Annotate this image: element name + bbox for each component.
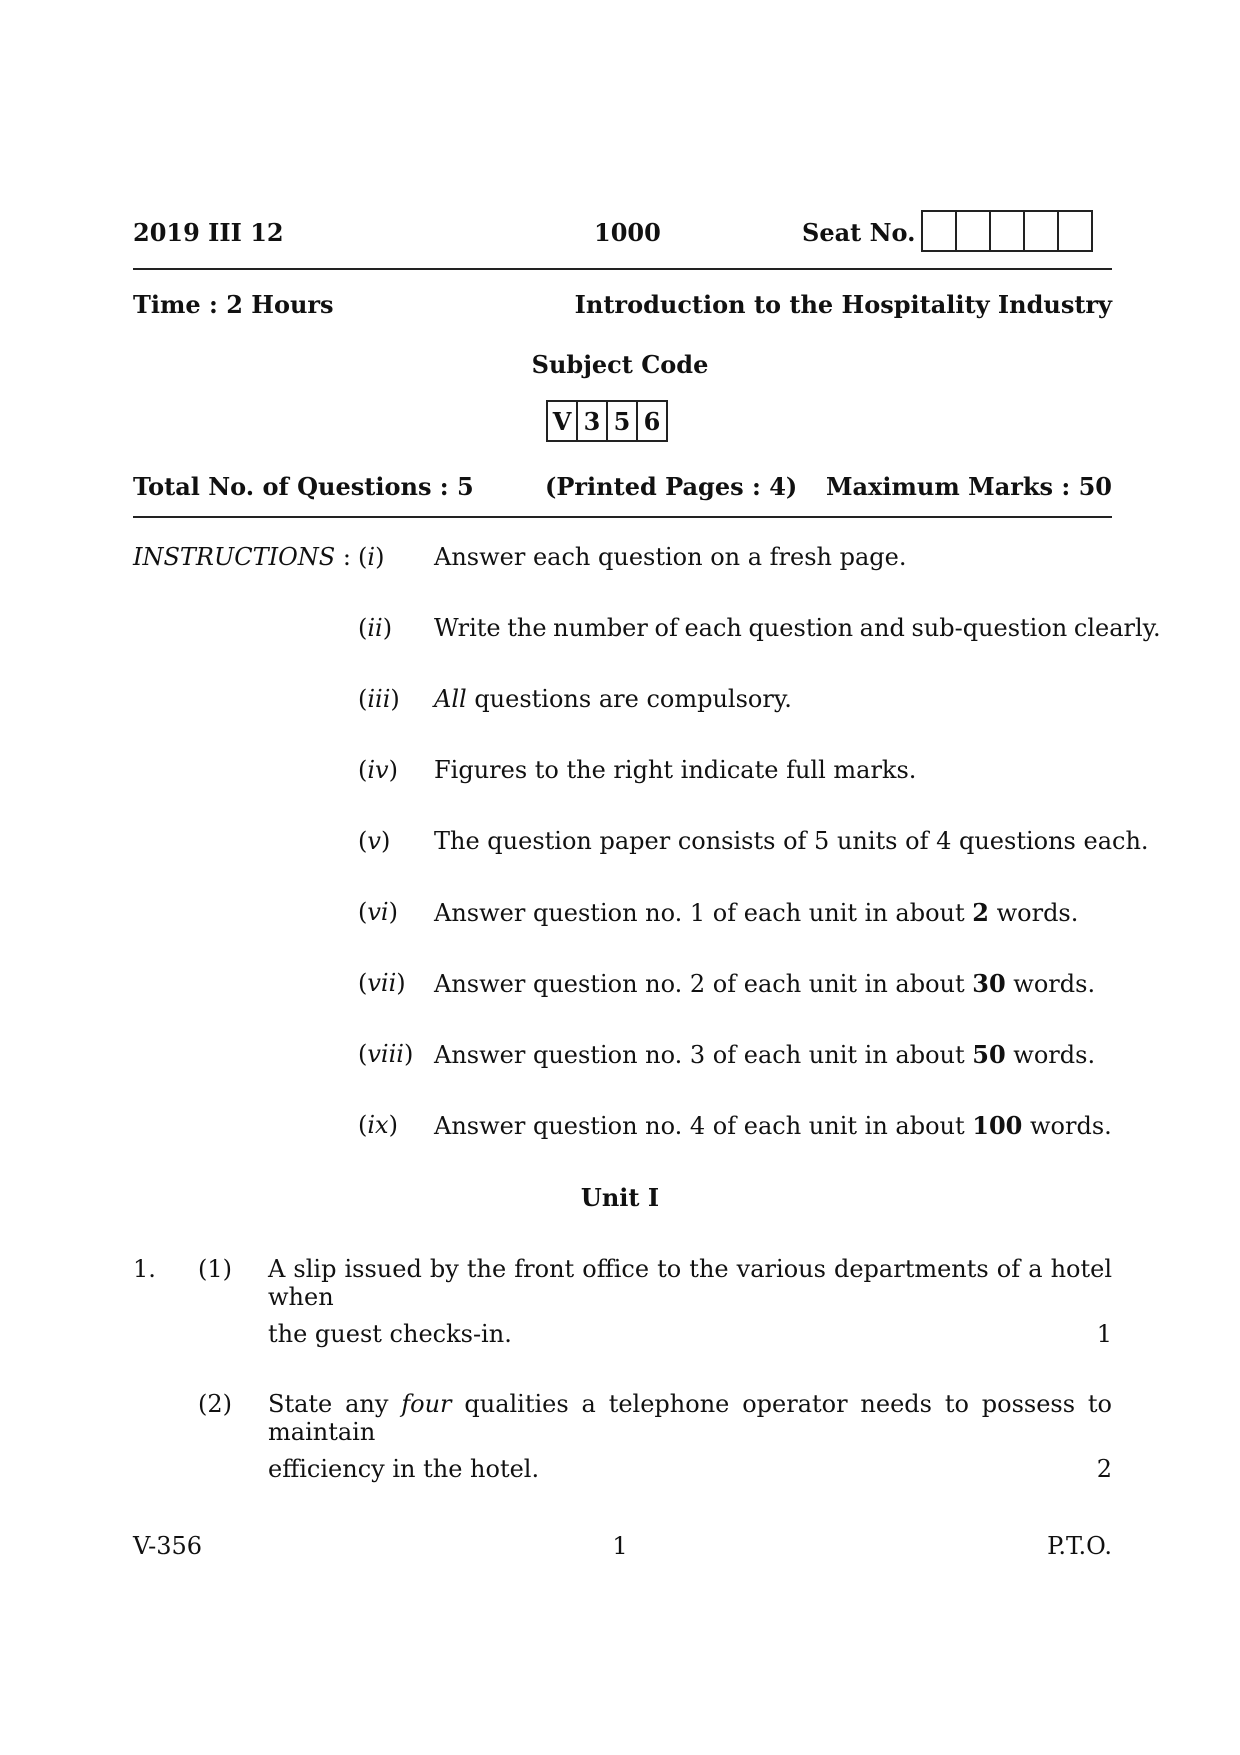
instructions-label-text: INSTRUCTIONS <box>133 543 336 571</box>
instruction-text <box>434 1040 1095 1069</box>
marks: 2 <box>1096 1455 1112 1483</box>
subject-title: Introduction to the Hospitality Industry <box>574 290 1112 319</box>
instruction-word-count: 100 <box>972 1111 1023 1140</box>
instruction-text-part: Answer question no. 2 of each unit in about <box>434 970 973 998</box>
seat-box[interactable] <box>1057 210 1093 252</box>
instruction-emphasis: All <box>434 685 467 713</box>
instruction-number-text: v <box>367 827 381 855</box>
time-label: Time : 2 Hours <box>133 290 334 319</box>
instruction-number-text: vii <box>367 969 397 997</box>
instruction-word-count: 30 <box>972 969 1006 998</box>
seat-box[interactable] <box>1023 210 1059 252</box>
subject-code-char: 3 <box>576 400 608 442</box>
instruction-text <box>434 898 1078 927</box>
seat-box[interactable] <box>955 210 991 252</box>
sub-question-number: (1) <box>198 1255 232 1283</box>
instruction-text: Figures to the right indicate full marks. <box>434 756 917 784</box>
sub-question-number: (2) <box>198 1390 232 1418</box>
sub-question-text-part: State any <box>268 1390 402 1418</box>
instruction-number-text: viii <box>367 1040 404 1068</box>
meta-divider <box>133 516 1112 518</box>
subject-code-char: V <box>546 400 578 442</box>
instruction-number: (ii) <box>358 614 393 642</box>
instruction-number-text: iv <box>367 756 389 784</box>
header-divider <box>133 268 1112 270</box>
instruction-number: (vi) <box>358 898 398 926</box>
instruction-number-text: ii <box>367 614 383 642</box>
instruction-number: (v) <box>358 827 391 855</box>
printed-pages: (Printed Pages : 4) <box>545 472 798 501</box>
copies-count: 1000 <box>594 218 661 247</box>
instruction-number-text: vi <box>367 898 389 926</box>
seat-box[interactable] <box>921 210 957 252</box>
instructions-label: INSTRUCTIONS : <box>133 543 351 571</box>
instruction-number: (i) <box>358 543 385 571</box>
instruction-number-text: ix <box>367 1111 389 1139</box>
instruction-text: The question paper consists of 5 units of 4 questions each. <box>434 827 1149 855</box>
sub-question-emphasis: four <box>401 1390 452 1418</box>
subject-code-label: Subject Code <box>531 350 709 379</box>
instruction-text-part: words. <box>988 899 1079 927</box>
instruction-text-part: words. <box>1022 1112 1112 1140</box>
instruction-number: (iv) <box>358 756 398 784</box>
sub-question-text: the guest checks-in. <box>268 1320 512 1348</box>
seat-box[interactable] <box>989 210 1025 252</box>
instruction-number-text: i <box>367 543 376 571</box>
instruction-text-part: Answer question no. 3 of each unit in about <box>434 1041 973 1069</box>
sub-question-text-part: qualities a telephone operator needs to possess to maintain <box>268 1390 1112 1446</box>
subject-code-char: 5 <box>606 400 638 442</box>
instruction-number: (vii) <box>358 969 406 997</box>
instruction-number: (ix) <box>358 1111 398 1139</box>
instruction-text <box>434 969 1095 998</box>
instruction-number: (viii) <box>358 1040 414 1068</box>
paper-code: 2019 III 12 <box>133 218 284 247</box>
maximum-marks: Maximum Marks : 50 <box>825 472 1112 501</box>
instruction-word-count: 50 <box>972 1040 1006 1069</box>
instruction-text-part: Answer question no. 1 of each unit in about <box>434 899 973 927</box>
instruction-number-text: iii <box>367 685 391 713</box>
unit-title: Unit I <box>580 1183 660 1212</box>
instruction-text-part: questions are compulsory. <box>466 685 792 713</box>
subject-code-boxes <box>548 400 668 442</box>
instruction-number: (iii) <box>358 685 400 713</box>
page-number: 1 <box>612 1532 628 1560</box>
instruction-text: Answer each question on a fresh page. <box>434 543 907 571</box>
instruction-text: Write the number of each question and sub-question clearly. <box>434 614 1161 642</box>
instruction-text-part: words. <box>1005 1041 1096 1069</box>
footer-code: V-356 <box>133 1532 203 1560</box>
seat-label: Seat No. <box>802 218 916 247</box>
instruction-text-part: words. <box>1005 970 1096 998</box>
total-questions: Total No. of Questions : 5 <box>133 472 474 501</box>
please-turn-over: P.T.O. <box>1047 1532 1112 1560</box>
sub-question-text <box>268 1390 1112 1446</box>
sub-question-text: A slip issued by the front office to the various departments of a hotel when <box>268 1255 1112 1311</box>
sub-question-text: efficiency in the hotel. <box>268 1455 540 1483</box>
question-number: 1. <box>133 1255 156 1283</box>
marks: 1 <box>1096 1320 1112 1348</box>
subject-code-char: 6 <box>636 400 668 442</box>
instruction-word-count: 2 <box>972 898 989 927</box>
instruction-text <box>434 685 792 713</box>
instruction-text-part: Answer question no. 4 of each unit in about <box>434 1112 973 1140</box>
instruction-text <box>434 1111 1112 1140</box>
seat-number-boxes <box>923 210 1093 252</box>
